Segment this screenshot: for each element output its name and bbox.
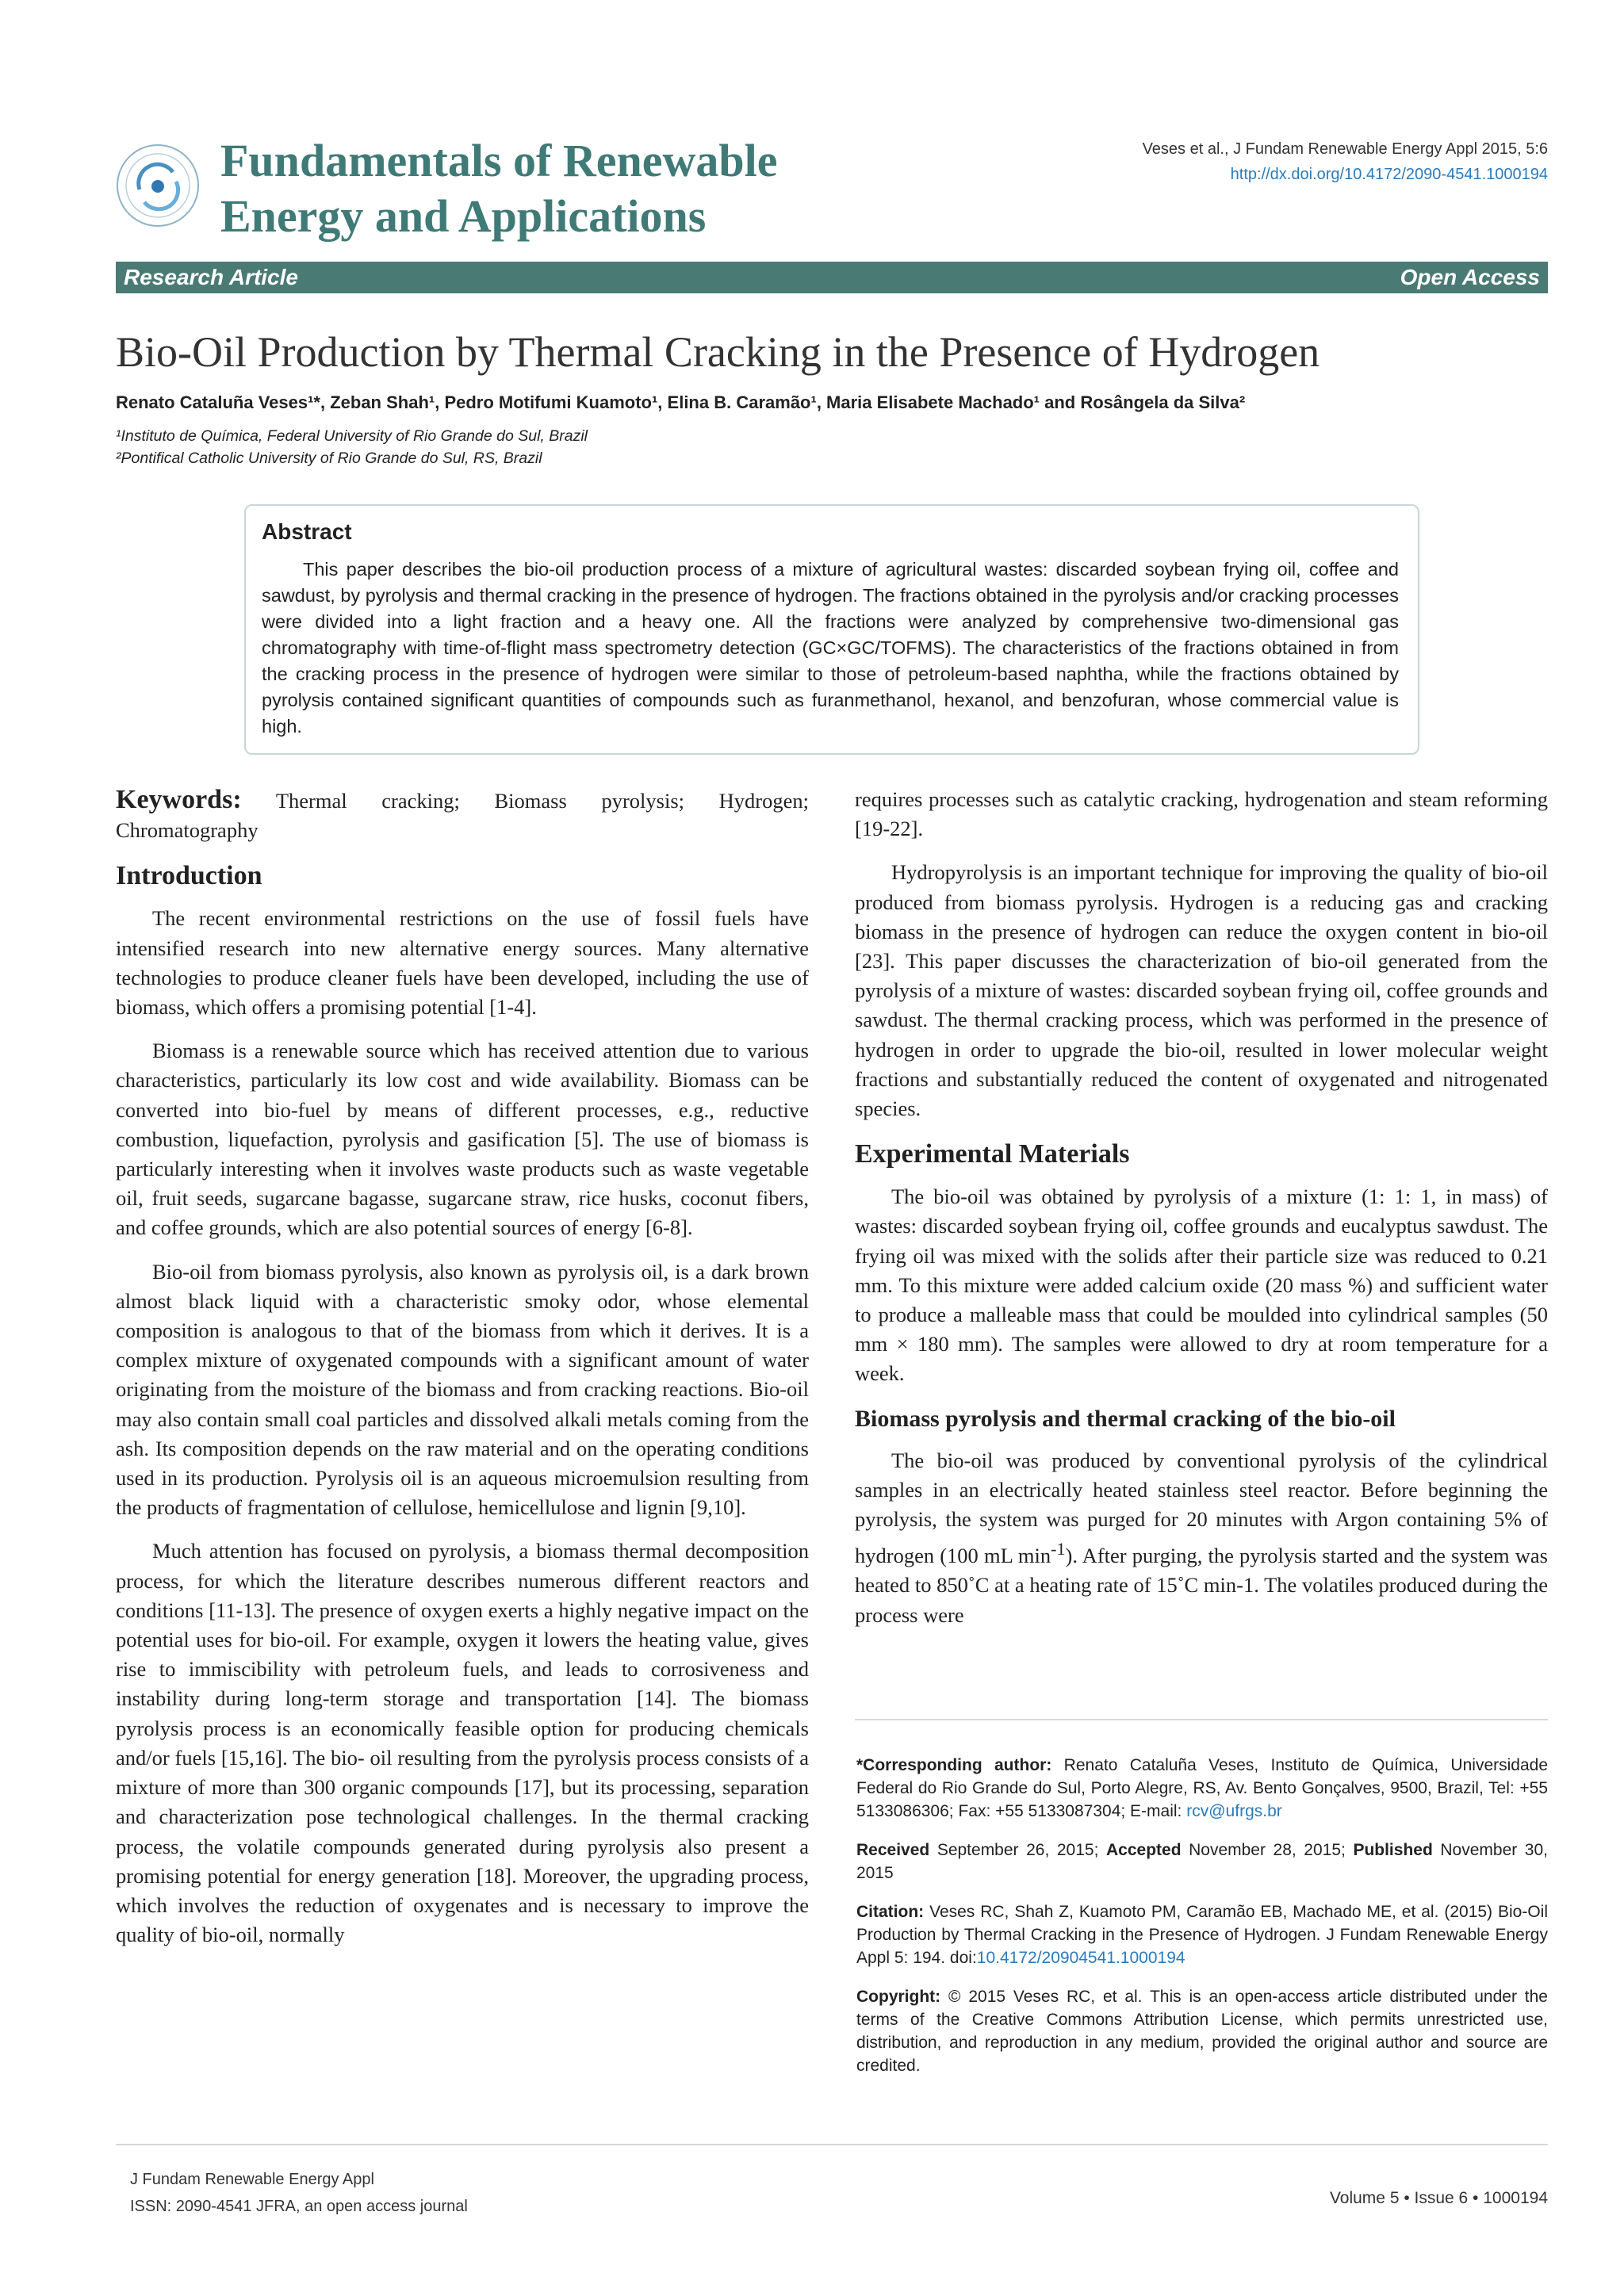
keywords <box>116 785 809 845</box>
open-access-label: Open Access <box>1400 265 1540 289</box>
intro-continuation: requires processes such as catalytic cracking, hydrogenation and steam reforming [19-22]. <box>855 787 1548 841</box>
received-date: September 26, 2015; <box>936 1841 1099 1859</box>
copyright <box>856 1985 1548 2077</box>
materials-p2-superscript: -1 <box>1051 1539 1066 1559</box>
published-date: November 30, 2015 <box>856 1841 1549 1882</box>
citation <box>856 1900 1548 1969</box>
copyright-text: © 2015 Veses RC, et al. This is an open-access article distributed under the terms of the Creative Commons Attribution License, which permits unrestricted use, distribution, and reproduction in any medium, provided the original author and source are credited. <box>856 1988 1548 2075</box>
doi-link[interactable]: http://dx.doi.org/10.4172/2090-4541.1000194 <box>1230 166 1548 183</box>
abstract-box <box>244 504 1419 755</box>
footer-divider <box>116 2144 1548 2145</box>
corresponding-author-text: Renato Cataluña Veses, Instituto de Química, Universidade Federal do Rio Grande do Sul, Porto Alegre, RS, Av. Bento Gonçalves, 9500, Brazil, Tel: +55 5133086306; Fax: +55 5133087304; E-mail: <box>856 1756 1548 1820</box>
intro-paragraph-5: Hydropyrolysis is an important technique for improving the quality of bio-oil produced from biomass pyrolysis. Hydrogen is a reducing gas and cracking biomass in the presence of hydrogen can reduce the oxygen content in bio-oil [23]. This paper discusses the characterization of bio-oil generated from the pyrolysis of a mixture of wastes: discarded soybean frying oil, coffee grounds and sawdust. The thermal cracking process, which was performed in the presence of hydrogen in order to upgrade the bio-oil, resulted in lower molecular weight fractions and substantially reduced the content of oxygenated and nitrogenated species. <box>855 860 1548 1121</box>
intro-paragraph-2: Biomass is a renewable source which has received attention due to various characteristics, particularly its low cost and wide availability. Biomass can be converted into bio-fuel by means of different processes, e.g., reductive combustion, liquefaction, pyrolysis and gasification [5]. The use of biomass is particularly interesting when it involves waste products such as waste vegetable oil, fruit seeds, sugarcane bagasse, sugarcane straw, rice husks, coconut fibers, and coffee grounds, which are also potential sources of energy [6-8]. <box>116 1039 809 1240</box>
intro-paragraph-4: Much attention has focused on pyrolysis, a biomass thermal decomposition process, for which the literature describes numerous different reactors and conditions [11-13]. The presence of oxygen exerts a highly negative impact on the potential uses for bio-oil. For example, oxygen it lowers the heating value, gives rise to immiscibility with petroleum fuels, and leads to corrosiveness and instability during long-term storage and transportation [14]. The biomass pyrolysis process is an economically feasible option for producing chemicals and/or fuels [15,16]. The bio- oil resulting from the pyrolysis process consists of a mixture of more than 300 organic compounds [17], but its processing, separation and characterization pose technological challenges. In the thermal cracking process, the volatile compounds generated during pyrolysis also present a promising potential for energy generation [18]. Moreover, the upgrading process, which involves the reduction of oxygenates and is necessary to improve the quality of bio-oil, normally <box>116 1539 809 1947</box>
keywords-label: Keywords: <box>116 785 242 814</box>
abstract-heading: Abstract <box>262 519 352 544</box>
received-label: Received <box>856 1841 930 1859</box>
header-citation: Veses et al., J Fundam Renewable Energy Appl 2015, 5:6 <box>1142 140 1548 158</box>
journal-logo-icon <box>116 144 200 228</box>
materials-p2-part-a: The bio-oil was produced by conventional pyrolysis of the cylindrical samples in an electrically heated stainless steel reactor. Before beginning the pyrolysis, the system was purged for 20 minutes with Argon containing 5% of hydrogen (100 mL min <box>855 1448 1548 1568</box>
article-type-label: Research Article <box>124 265 298 289</box>
journal-title-line2: Energy and Applications <box>220 190 707 242</box>
article-banner <box>116 262 1548 293</box>
footer-journal-name: J Fundam Renewable Energy Appl <box>130 2171 374 2188</box>
footnote-divider <box>855 1719 1548 1720</box>
left-column <box>116 785 809 1964</box>
footnotes <box>856 1754 1548 2093</box>
accepted-label: Accepted <box>1106 1841 1182 1859</box>
corresponding-author-label: *Corresponding author: <box>856 1756 1052 1774</box>
keywords-text: Thermal cracking; Biomass pyrolysis; Hydrogen; Chromatography <box>116 789 809 843</box>
affiliation-2: ²Pontifical Catholic University of Rio Grande do Sul, RS, Brazil <box>116 450 542 467</box>
introduction-heading: Introduction <box>116 861 262 891</box>
author-list: Renato Cataluña Veses¹*, Zeban Shah¹, Pedro Motifumi Kuamoto¹, Elina B. Caramão¹, Maria Elisabete Machado¹ and Rosângela da Silva² <box>116 392 1246 412</box>
right-column <box>855 785 1548 1644</box>
published-label: Published <box>1353 1841 1433 1859</box>
copyright-label: Copyright: <box>856 1988 941 2006</box>
accepted-date: November 28, 2015; <box>1189 1841 1346 1859</box>
abstract-text: This paper describes the bio-oil production process of a mixture of agricultural wastes: discarded soybean frying oil, coffee and sawdust, by pyrolysis and thermal cracking in the presence of hydrogen. The fractions obtained in the pyrolysis and/or cracking processes were divided into a light fraction and a heavy one. All the fractions were analyzed by comprehensive two-dimensional gas chromatography with time-of-flight mass spectrometry detection (GC×GC/TOFMS). The characteristics of the fractions obtained in from the cracking process in the presence of hydrogen were similar to those of petroleum-based naphtha, while the fractions obtained by pyrolysis contained significant quantities of compounds such as furanmethanol, hexanol, and benzofuran, whose commercial value is high. <box>262 559 1399 737</box>
materials-p2-part-b: ). After purging, the pyrolysis started and the system was heated to 850˚C at a heating rate of 15˚C min-1. The volatiles produced during the process were <box>855 1544 1548 1627</box>
affiliation-1: ¹Instituto de Química, Federal University of Rio Grande do Sul, Brazil <box>116 427 588 445</box>
journal-title <box>220 133 871 244</box>
materials-paragraph-1: The bio-oil was obtained by pyrolysis of a mixture (1: 1: 1, in mass) of wastes: discarded soybean frying oil, coffee grounds and eucalyptus sawdust. The frying oil was mixed with the solids after their particle size was reduced to 0.21 mm. To this mixture were added calcium oxide (20 mass %) and sufficient water to produce a malleable mass that could be moulded into cylindrical samples (50 mm × 180 mm). The samples were allowed to dry at room temperature for a week. <box>855 1184 1548 1386</box>
intro-paragraph-3: Bio-oil from biomass pyrolysis, also known as pyrolysis oil, is a dark brown almost black liquid with a characteristic smoky odor, whose elemental composition is analogous to that of the biomass from which it derives. It is a complex mixture of oxygenated compounds with a significant amount of water originating from the moisture of the biomass and from cracking reactions. Bio-oil may also contain small coal particles and dissolved alkali metals coming from the ash. Its composition depends on the raw material and on the operating conditions used in its production. Pyrolysis oil is an aqueous microemulsion resulting from the products of fragmentation of cellulose, hemicellulose and lignin [9,10]. <box>116 1259 809 1520</box>
citation-text: Veses RC, Shah Z, Kuamoto PM, Caramão EB, Machado ME, et al. (2015) Bio-Oil Production by Thermal Cracking in the Presence of Hydrogen. J Fundam Renewable Energy Appl 5: 194. doi: <box>856 1903 1548 1967</box>
affiliations <box>116 425 1067 469</box>
citation-doi-link[interactable]: 10.4172/20904541.1000194 <box>976 1949 1185 1967</box>
dates <box>856 1839 1548 1885</box>
materials-heading: Experimental Materials <box>855 1139 1130 1169</box>
header-citation-block <box>1143 136 1548 187</box>
materials-paragraph-2 <box>855 1446 1548 1630</box>
intro-paragraph-1: The recent environmental restrictions on the use of fossil fuels have intensified research into new alternative energy sources. Many alternative technologies to produce cleaner fuels have been developed, including the use of biomass, which offers a promising potential [1-4]. <box>116 906 809 1020</box>
footer-issn: ISSN: 2090-4541 JFRA, an open access journal <box>130 2198 468 2215</box>
article-title: Bio-Oil Production by Thermal Cracking in the Presence of Hydrogen <box>116 328 1320 376</box>
footer-volume: Volume 5 • Issue 6 • 1000194 <box>1329 2189 1548 2207</box>
pyrolysis-subheading: Biomass pyrolysis and thermal cracking of the bio-oil <box>855 1405 1396 1432</box>
footer-journal-info <box>130 2166 468 2220</box>
journal-title-line1: Fundamentals of Renewable <box>220 135 778 186</box>
email-link[interactable]: rcv@ufrgs.br <box>1186 1802 1282 1820</box>
corresponding-author <box>856 1754 1548 1823</box>
citation-label: Citation: <box>856 1903 925 1921</box>
